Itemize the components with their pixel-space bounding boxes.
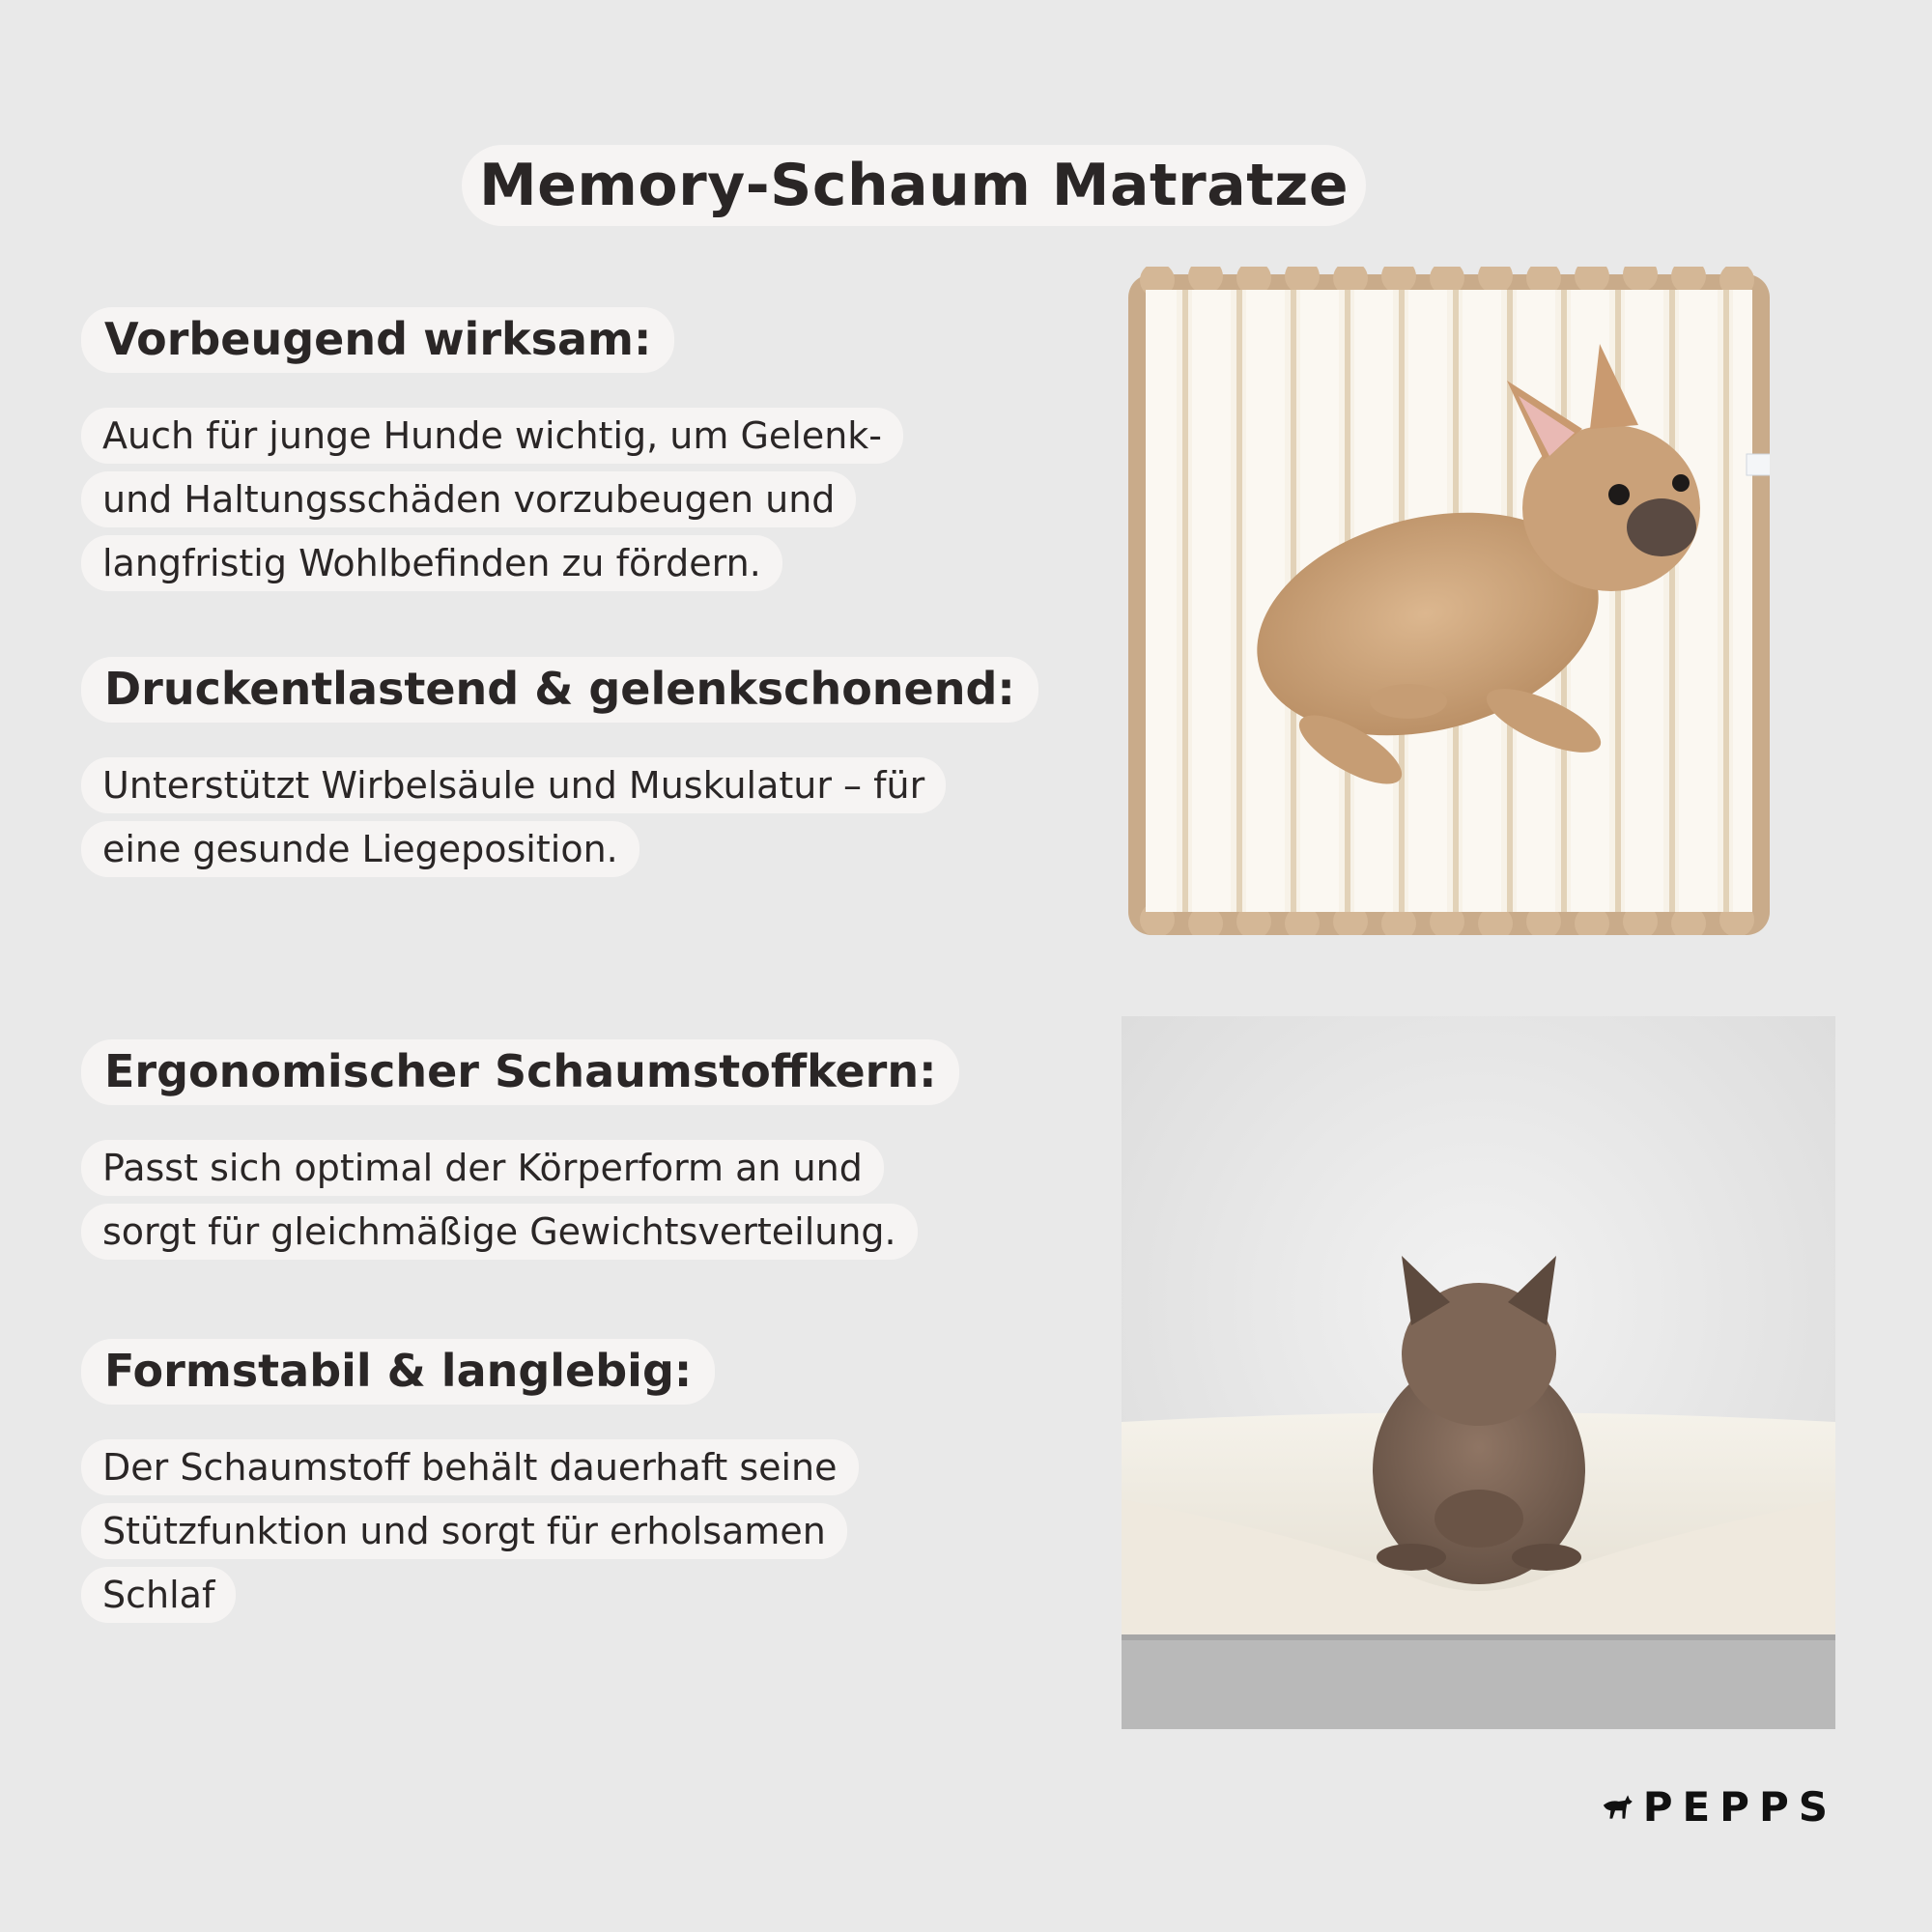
feature-section-ergonomic-core bbox=[81, 1039, 1047, 1267]
feature-heading: Druckentlastend & gelenkschonend: bbox=[81, 657, 1038, 723]
feature-heading: Ergonomischer Schaumstoffkern: bbox=[81, 1039, 959, 1105]
description-line: Schlaf bbox=[81, 1567, 236, 1623]
description-line: Der Schaumstoff behält dauerhaft seine bbox=[81, 1439, 859, 1495]
description-line: langfristig Wohlbefinden zu fördern. bbox=[81, 535, 782, 591]
dog-on-memory-foam-image bbox=[1122, 1016, 1835, 1729]
feature-heading: Formstabil & langlebig: bbox=[81, 1339, 715, 1405]
dog-on-mat-image bbox=[1128, 267, 1770, 935]
description-line: Unterstützt Wirbelsäule und Muskulatur – für bbox=[81, 757, 946, 813]
feature-section-preventive bbox=[81, 307, 1047, 599]
description-line: Stützfunktion und sorgt für erholsamen bbox=[81, 1503, 847, 1559]
feature-section-pressure-relief bbox=[81, 657, 1047, 885]
brand-logo bbox=[1602, 1776, 1837, 1837]
description-line: Auch für junge Hunde wichtig, um Gelenk- bbox=[81, 408, 903, 464]
dog-silhouette-icon bbox=[1602, 1778, 1634, 1834]
feature-description bbox=[81, 408, 1047, 591]
feature-description bbox=[81, 757, 1047, 877]
feature-description bbox=[81, 1439, 1047, 1623]
description-line: und Haltungsschäden vorzubeugen und bbox=[81, 471, 856, 527]
feature-heading: Vorbeugend wirksam: bbox=[81, 307, 674, 373]
description-line: sorgt für gleichmäßige Gewichtsverteilung. bbox=[81, 1204, 918, 1260]
feature-description bbox=[81, 1140, 1047, 1260]
description-line: eine gesunde Liegeposition. bbox=[81, 821, 639, 877]
feature-section-durable bbox=[81, 1339, 1047, 1631]
brand-name: PEPPS bbox=[1642, 1782, 1837, 1831]
description-line: Passt sich optimal der Körperform an und bbox=[81, 1140, 884, 1196]
page-title: Memory-Schaum Matratze bbox=[462, 145, 1366, 226]
